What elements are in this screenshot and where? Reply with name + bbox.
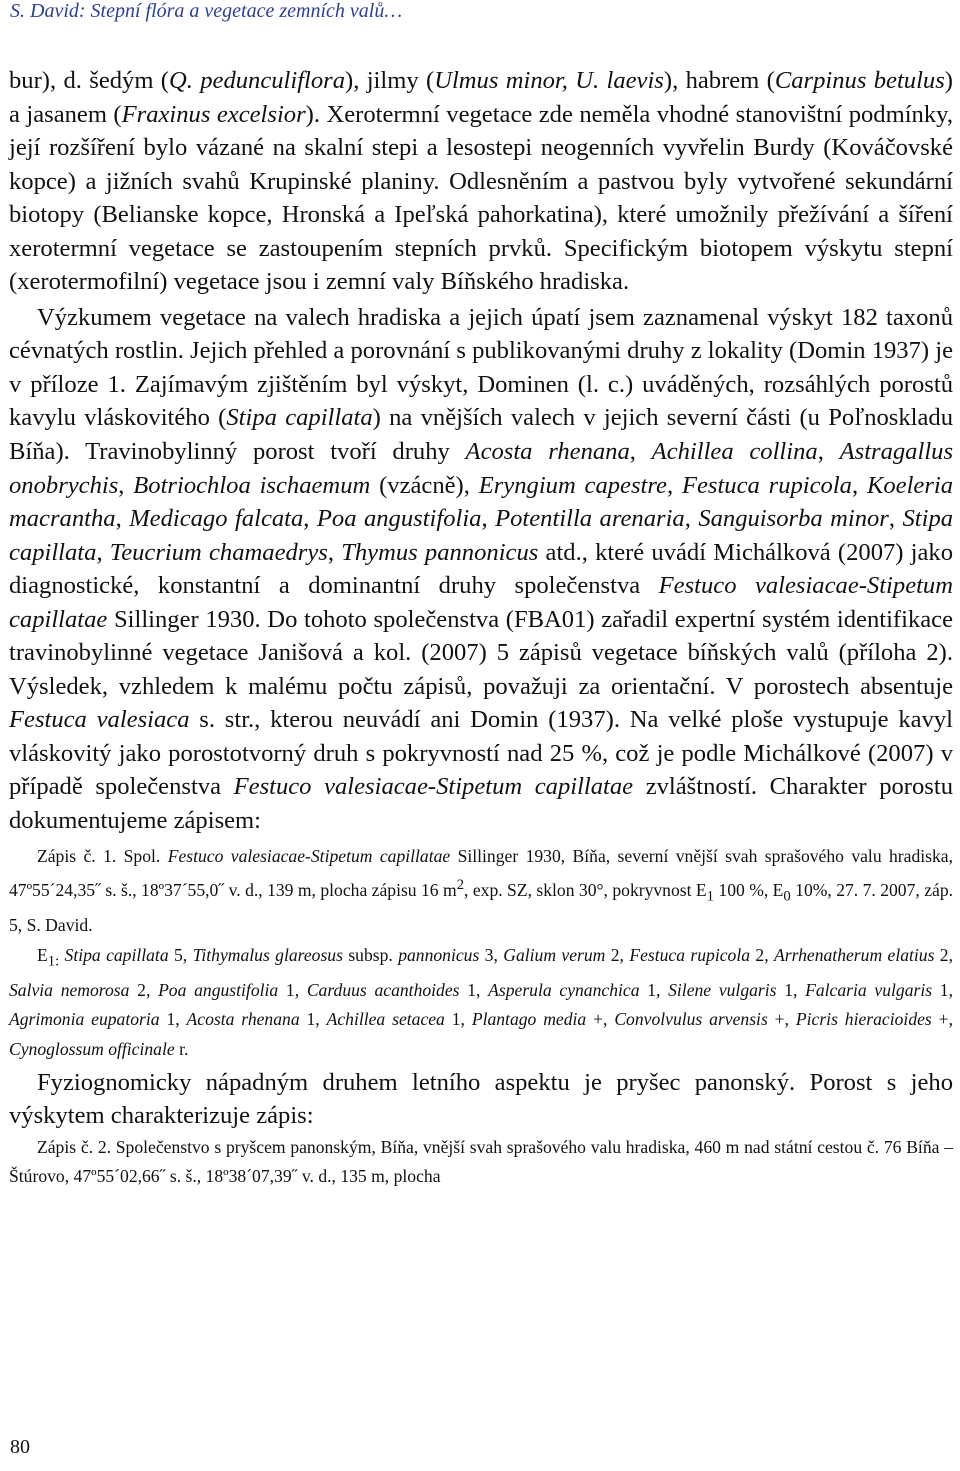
article-body xyxy=(9,64,953,1191)
page-number: 80 xyxy=(10,1436,30,1458)
paragraph-2: Výzkumem vegetace na valech hradiska a jejich úpatí jsem zaznamenal výskyt 182 taxonů cévnatých rostlin. Jejich přehled a porovnání s publikovanými druhy z lokality (Domin 1937) je v příloze 1. Zajímavým zjištěním byl výskyt, Dominen (l. c.) uváděných, rozsáhlých porostů kavylu vláskovitého (Stipa capillata) na vnějších valech v jejich severní části (u Poľnoskladu Bíňa). Travinobylinný porost tvoří druhy Acosta rhenana, Achillea collina, Astragallus onobrychis, Botriochloa ischaemum (vzácně), Eryngium capestre, Festuca rupicola, Koeleria macrantha, Medicago falcata, Poa angustifolia, Potentilla arenaria, Sanguisorba minor, Stipa capillata, Teucrium chamaedrys, Thymus pannonicus atd., které uvádí Michálková (2007) jako diagnostické, konstantní a dominantní druhy společenstva Festuco valesiacae-Stipetum capillatae Sillinger 1930. Do tohoto společenstva (FBA01) zařadil expertní systém identifikace travinobylinné vegetace Janišová a kol. (2007) 5 zápisů vegetace bíňských valů (příloha 2). Výsledek, vzhledem k malému počtu zápisů, považuji za orientační. V porostech absentuje Festuca valesiaca s. str., kterou neuvádí ani Domin (1937). Na velké ploše vystupuje kavyl vláskovitý jako porostotvorný druh s pokryvností nad 25 %, což je podle Michálkové (2007) v případě společenstva Festuco valesiacae-Stipetum capillatae zvláštností. Charakter porostu dokumentujeme zápisem: xyxy=(9,303,954,835)
running-header: S. David: Stepní flóra a vegetace zemních valů… xyxy=(10,0,403,22)
paragraph-1: bur), d. šedým (Q. pedunculiflora), jilmy (Ulmus minor, U. laevis), habrem (Carpinus betulus) a jasanem (Fraxinus excelsior). Xerotermní vegetace zde neměla vhodné stanovištní podmínky, její rozšíření bylo vázané na skalní stepi a lesostepi neogenních vyvřelin Burdy (Kováčovské kopce) a jižních svahů Krupinské planiny. Odlesněním a pastvou byly vytvořené sekundární biotopy (Belianske kopce, Hronská a Ipeľská pahorkatina), které umožnily přežívání a šíření xerotermní vegetace se zastoupením stepních prvků. Specifickým biotopem výskytu stepní (xerotermofilní) vegetace jsou i zemní valy Bíňského hradiska. xyxy=(9,67,953,296)
releve-1-species: $E_{1:}$ Stipa capillata 5, Tithymalus glareosus subsp. pannonicus 3, Galium verum 2, Festuca rupicola 2, Arrhenatherum elatius 2, Salvia nemorosa 2, Poa angustifolia 1, Carduus acanthoides 1, Asperula cynanchica 1, Silene vulgaris 1, Falcaria vulgaris 1, Agrimonia eupatoria 1, Acosta rhenana 1, Achillea setacea 1, Plantago media +, Convolvulus arvensis +, Picris hieracioides +, Cynoglossum officinale r. xyxy=(9,944,954,1059)
releve-2-header: Zápis č. 2. Společenstvo s pryšcem panonským, Bíňa, vnější svah sprašového valu hradiska, 460 m nad státní cestou č. 76 Bíňa – Štúrovo, 47º55´02,66˝ s. š., 18º38´07,39˝ v. d., 135 m, plocha xyxy=(9,1136,953,1187)
paragraph-3: Fyziognomicky nápadným druhem letního aspektu je pryšec panonský. Porost s jeho výskytem charakterizuje zápis: xyxy=(9,1068,953,1130)
releve-1-header: Zápis č. 1. Spol. Festuco valesiacae-Stipetum capillatae Sillinger 1930, Bíňa, severní vnější svah sprašového valu hradiska, 47º55´24,35˝ s. š., 18º37´55,0˝ v. d., 139 m, plocha zápisu 16 $m^2$, exp. SZ, sklon 30°, pokryvnost $E_1$ 100 %, $E_0$ 10%, 27. 7. 2007, záp. 5, S. David. xyxy=(9,845,954,936)
